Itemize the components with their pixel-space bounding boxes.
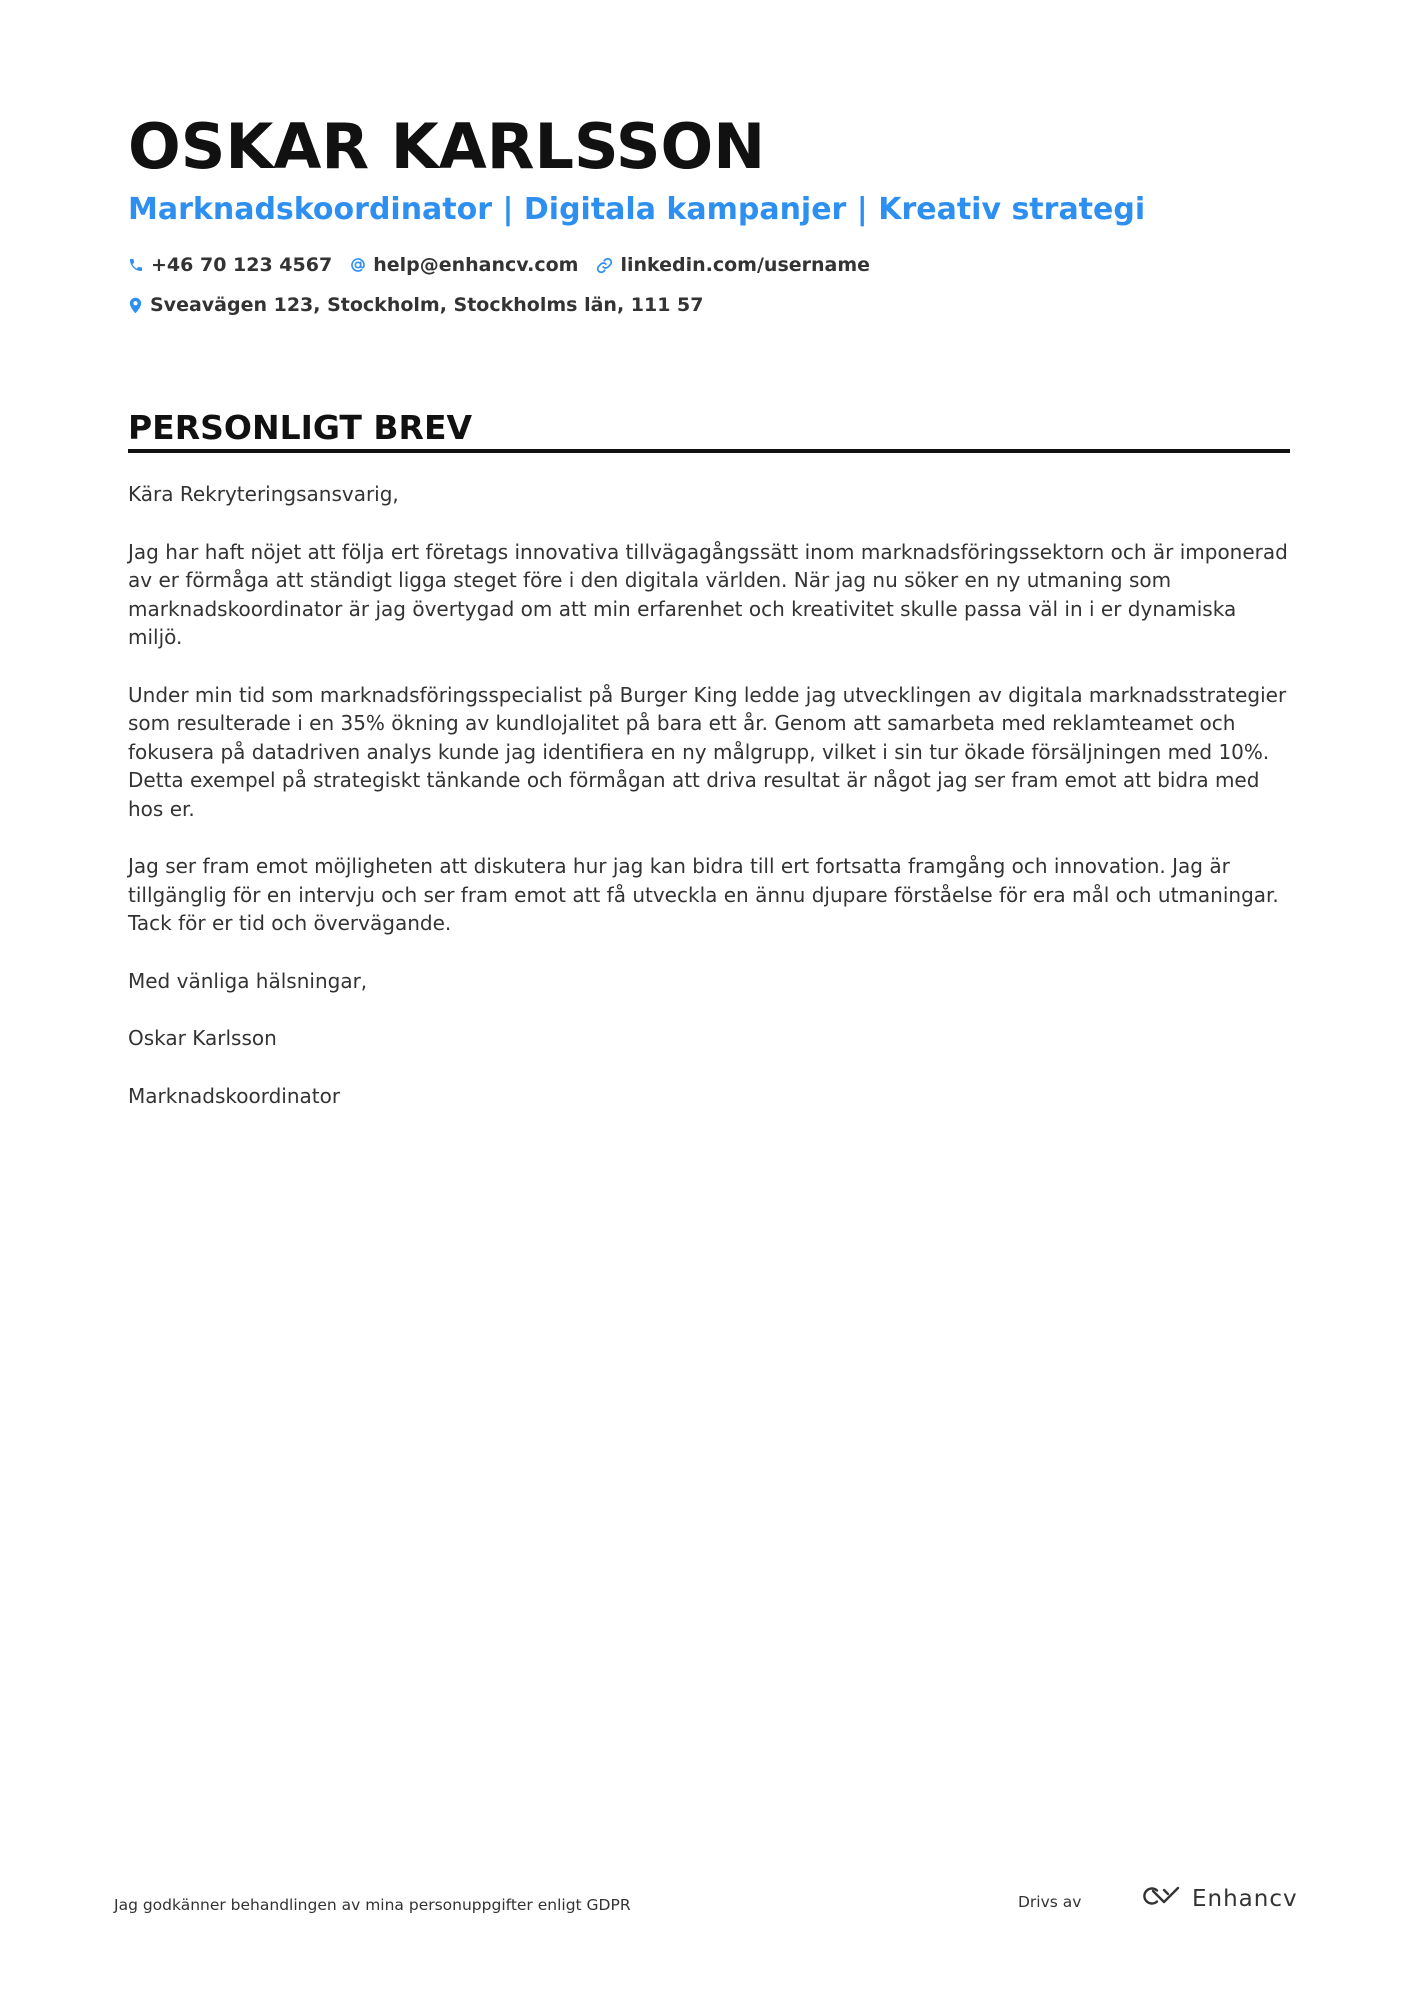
contact-phone xyxy=(128,254,332,276)
powered-by-label: Drivs av xyxy=(1018,1893,1082,1911)
contact-row xyxy=(128,254,870,276)
enhancv-logo-icon xyxy=(1138,1884,1184,1913)
candidate-headline: Marknadskoordinator | Digitala kampanjer | Kreativ strategi xyxy=(128,192,1146,227)
letter-greeting: Kära Rekryteringsansvarig, xyxy=(128,482,399,506)
brand-name: Enhancv xyxy=(1192,1885,1298,1912)
signature-title: Marknadskoordinator xyxy=(128,1083,341,1108)
address-row xyxy=(128,294,704,316)
candidate-name: OSKAR KARLSSON xyxy=(128,110,766,183)
letter-paragraph: Jag ser fram emot möjligheten att diskutera hur jag kan bidra till ert fortsatta framgång och innovation. Jag är tillgänglig för en intervju och ser fram emot att få utveckla en ännu djupare förståelse för era mål och utmaningar. Tack för er tid och övervägande. xyxy=(128,854,1279,935)
link-icon xyxy=(596,257,613,274)
at-icon xyxy=(350,257,366,273)
address-text: Sveavägen 123, Stockholm, Stockholms län, 111 57 xyxy=(150,294,704,316)
letter-paragraph: Jag har haft nöjet att följa ert företags innovativa tillvägagångssätt inom marknadsföringssektorn och är imponerad av er förmåga att ständigt ligga steget före i den digitala världen. När jag nu söker en ny utmaning som marknadskoordinator är jag övertygad om att min erfarenhet och kreativitet skulle passa väl in i er dynamiska miljö. xyxy=(128,539,1288,649)
contact-linkedin xyxy=(596,254,870,276)
section-divider xyxy=(128,449,1290,453)
email-address[interactable]: help@enhancv.com xyxy=(373,254,579,276)
brand-link[interactable] xyxy=(1138,1884,1298,1913)
phone-number[interactable]: +46 70 123 4567 xyxy=(151,254,333,276)
location-pin-icon xyxy=(128,297,143,314)
phone-icon xyxy=(128,257,144,273)
section-title: PERSONLIGT BREV xyxy=(128,408,473,447)
gdpr-consent: Jag godkänner behandlingen av mina personuppgifter enligt GDPR xyxy=(114,1896,631,1914)
contact-email xyxy=(350,254,578,276)
linkedin-url[interactable]: linkedin.com/username xyxy=(620,254,871,276)
contact-address xyxy=(128,294,704,316)
letter-body xyxy=(128,480,1290,1139)
signature-name: Oskar Karlsson xyxy=(128,1026,277,1050)
letter-closing: Med vänliga hälsningar, xyxy=(128,968,368,993)
letter-paragraph: Under min tid som marknadsföringsspecialist på Burger King ledde jag utvecklingen av digitala marknadsstrategier som resulterade i en 35% ökning av kundlojalitet på bara ett år. Genom att samarbeta med reklamteamet och fokusera på datadriven analys kunde jag identifiera en ny målgrupp, vilket i sin tur ökade försäljningen med 10%. Detta exempel på strategiskt tänkande och förmågan att driva resultat är något jag ser fram emot att bidra med hos er. xyxy=(128,682,1287,821)
